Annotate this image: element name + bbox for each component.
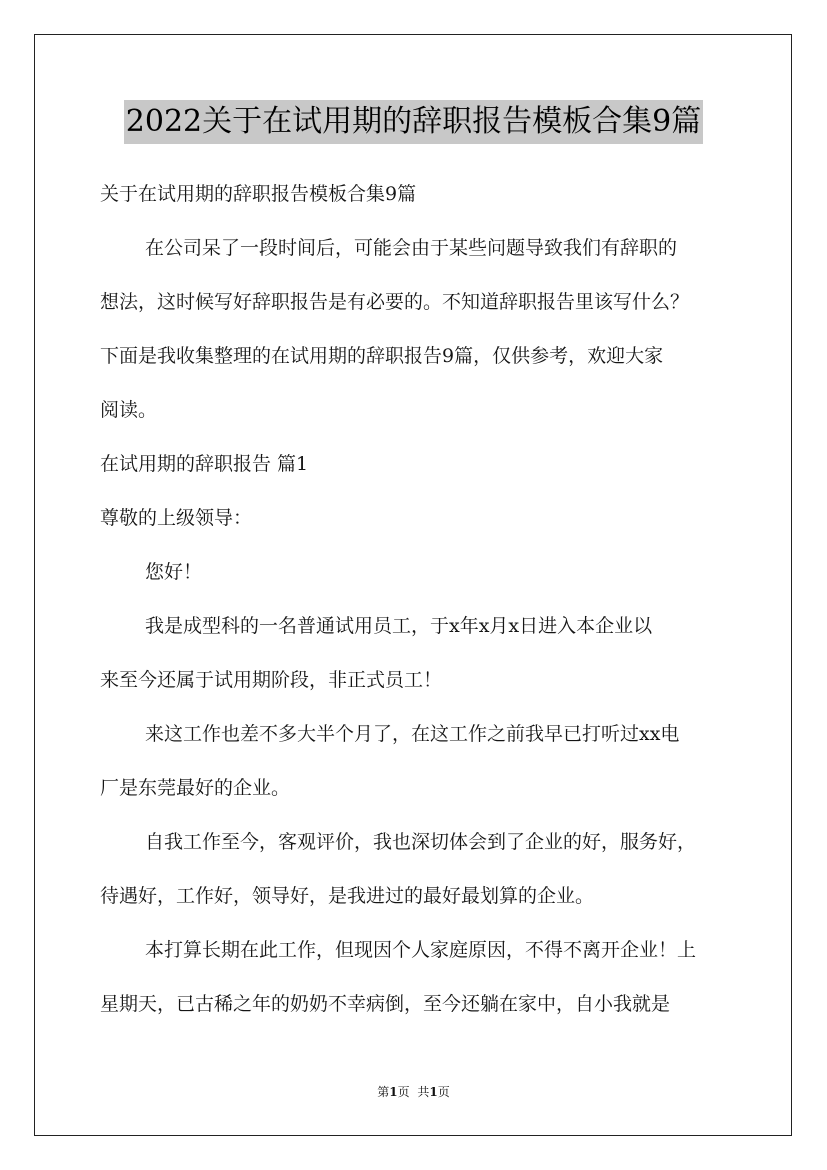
paragraph-line: 星期天，已古稀之年的奶奶不幸病倒，至今还躺在家中，自小我就是 bbox=[100, 993, 671, 1015]
paragraph-line: 厂是东莞最好的企业。 bbox=[100, 777, 291, 799]
total-pages: 1 bbox=[429, 1085, 438, 1099]
section-heading: 在试用期的辞职报告 篇1 bbox=[100, 453, 309, 475]
salutation-line: 尊敬的上级领导： bbox=[100, 507, 253, 529]
greeting-line: 您好！ bbox=[145, 561, 203, 583]
paragraph-line: 来这工作也差不多大半个月了，在这工作之前我早已打听过xx电 bbox=[145, 723, 680, 745]
paragraph-line: 自我工作至今，客观评价，我也深切体会到了企业的好，服务好， bbox=[145, 831, 697, 853]
page-number: 1 bbox=[389, 1085, 398, 1099]
page-label-prefix: 第 bbox=[377, 1085, 390, 1099]
total-label-prefix: 共 bbox=[417, 1085, 430, 1099]
page-footer bbox=[0, 1083, 827, 1100]
paragraph-line: 想法，这时候写好辞职报告是有必要的。不知道辞职报告里该写什么？ bbox=[100, 291, 690, 313]
page-label-suffix: 页 bbox=[397, 1085, 410, 1099]
paragraph-line: 阅读。 bbox=[100, 399, 158, 421]
document-title: 2022关于在试用期的辞职报告模板合集9篇 bbox=[124, 100, 703, 144]
paragraph-line: 在公司呆了一段时间后，可能会由于某些问题导致我们有辞职的 bbox=[145, 237, 678, 259]
paragraph-line: 我是成型科的一名普通试用员工，于x年x月x日进入本企业以 bbox=[145, 615, 653, 637]
paragraph-line: 本打算长期在此工作，但现因个人家庭原因，不得不离开企业！上 bbox=[145, 939, 697, 961]
total-label-suffix: 页 bbox=[437, 1085, 450, 1099]
paragraph-line: 待遇好，工作好，领导好，是我进过的最好最划算的企业。 bbox=[100, 885, 595, 907]
paragraph-line: 来至今还属于试用期阶段，非正式员工！ bbox=[100, 669, 443, 691]
subtitle-line: 关于在试用期的辞职报告模板合集9篇 bbox=[100, 183, 417, 205]
title-container bbox=[0, 100, 827, 144]
paragraph-line: 下面是我收集整理的在试用期的辞职报告9篇，仅供参考，欢迎大家 bbox=[100, 345, 664, 367]
